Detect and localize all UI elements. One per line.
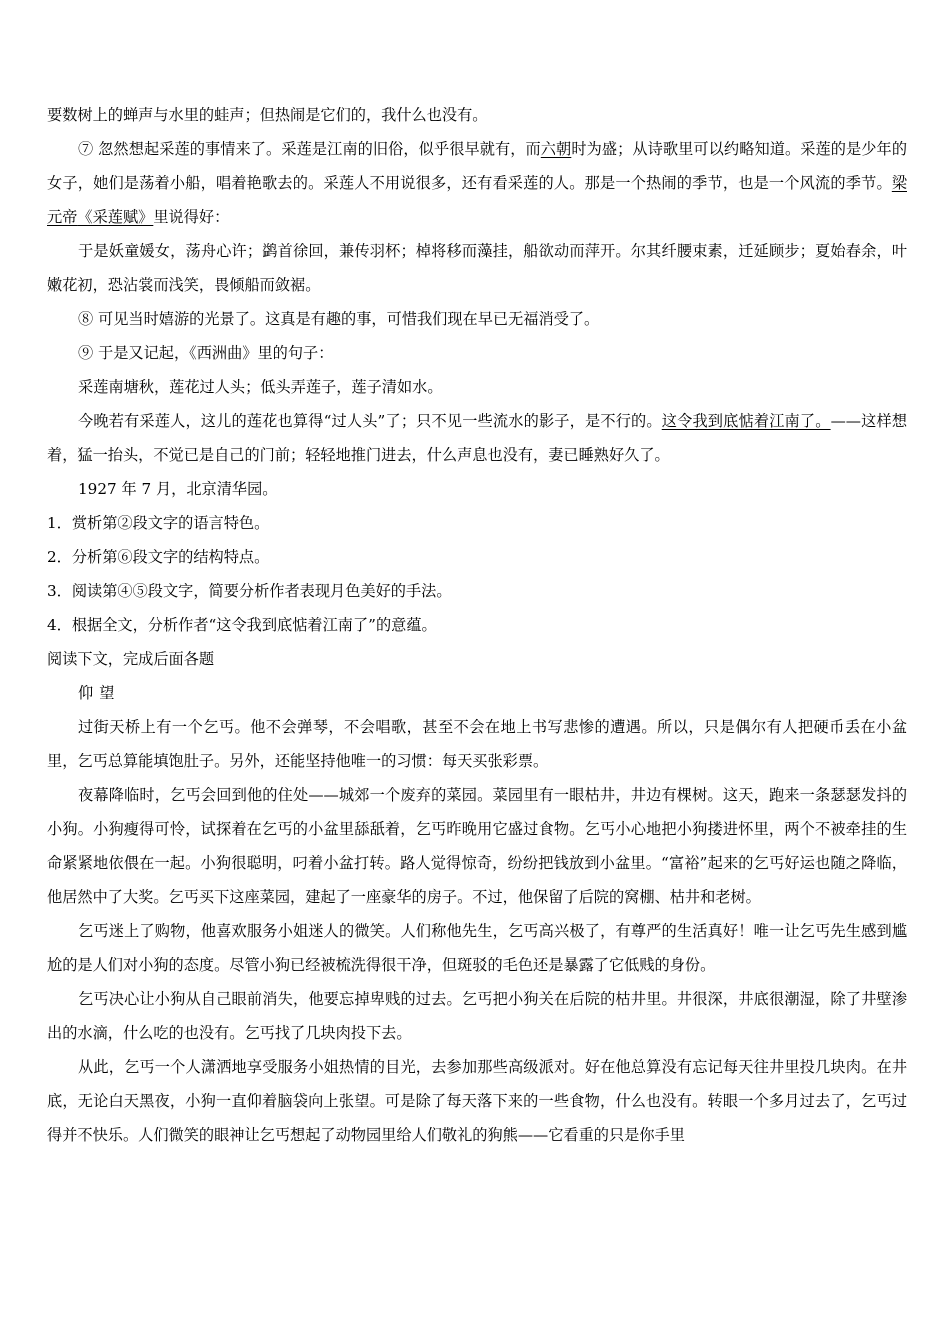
p7-underline-liuchao: 六朝 [540, 140, 572, 158]
paragraph-8: ⑧ 可见当时嬉游的光景了。这真是有趣的事，可惜我们现在早已无福消受了。 [78, 310, 600, 328]
quoted-poem-cailianfu: 于是妖童媛女，荡舟心许；鹢首徐回，兼传羽杯；棹将移而藻挂，船欲动而萍开。尔其纤腰束素，迁延顾步；夏始春余，叶嫩花初，恐沾裳而浅笑，畏倾船而敛裾。 [47, 242, 907, 294]
quoted-poem-xizhouqu: 采莲南塘秋，莲花过人头；低头弄莲子，莲子清如水。 [78, 378, 443, 396]
p7-text-c: 里说得好： [153, 208, 230, 226]
p10-text-b: ——这样想着，猛一抬头，不觉已是自己的门前；轻轻地推门进去，什么声息也没有，妻已睡熟好久了。 [47, 412, 908, 464]
story-paragraph: 乞丐迷上了购物，他喜欢服务小姐迷人的微笑。人们称他先生，乞丐高兴极了，有尊严的生活真好！唯一让乞丐先生感到尴尬的是人们对小狗的态度。尽管小狗已经被梳洗得很干净，但斑驳的毛色还是暴露了它低贱的身份。 [47, 922, 907, 974]
question-1: 1．赏析第②段文字的语言特色。 [47, 514, 270, 532]
question-2: 2．分析第⑥段文字的结构特点。 [47, 548, 270, 566]
story-paragraph: 夜幕降临时，乞丐会回到他的住处——城郊一个废弃的菜园。菜园里有一眼枯井，井边有棵树。这天，跑来一条瑟瑟发抖的小狗。小狗瘦得可怜，试探着在乞丐的小盆里舔舐着，乞丐昨晚用它盛过食物。乞丐小心地把小狗搂进怀里，两个不被牵挂的生命紧紧地依偎在一起。小狗很聪明，叼着小盆打转。路人觉得惊奇，纷纷把钱放到小盆里。“富裕”起来的乞丐好运也随之降临，他居然中了大奖。乞丐买下这座菜园，建起了一座豪华的房子。不过，他保留了后院的窝棚、枯井和老树。 [47, 786, 907, 906]
story-paragraph: 乞丐决心让小狗从自己眼前消失，他要忘掉卑贱的过去。乞丐把小狗关在后院的枯井里。井很深，井底很潮湿，除了井壁渗出的水滴，什么吃的也没有。乞丐找了几块肉投下去。 [47, 990, 907, 1042]
p7-underline-cailianfu: 《采莲赋》 [77, 208, 154, 226]
reading-instruction: 阅读下文，完成后面各题 [47, 650, 215, 668]
paragraph-7 [47, 132, 907, 234]
story-title: 仰望 [78, 684, 121, 702]
p10-underline-jiangnan: 这令我到底惦着江南了。 [661, 412, 831, 430]
story-paragraph: 从此，乞丐一个人潇洒地享受服务小姐热情的目光，去参加那些高级派对。好在他总算没有忘记每天往井里投几块肉。在井底，无论白天黑夜，小狗一直仰着脑袋向上张望。可是除了每天落下来的一些食物，什么也没有。转眼一个多月过去了，乞丐过得并不快乐。人们微笑的眼神让乞丐想起了动物园里给人们敬礼的狗熊——它看重的只是你手里 [47, 1058, 907, 1144]
story-paragraph: 过街天桥上有一个乞丐。他不会弹琴，不会唱歌，甚至不会在地上书写悲惨的遭遇。所以，只是偶尔有人把硬币丢在小盆里，乞丐总算能填饱肚子。另外，还能坚持他唯一的习惯：每天买张彩票。 [47, 718, 907, 770]
p10-text-a: 今晚若有采莲人，这儿的莲花也算得“过人头”了；只不见一些流水的影子，是不行的。 [78, 412, 662, 430]
question-4: 4．根据全文，分析作者“这令我到底惦着江南了”的意蕴。 [47, 616, 437, 634]
p7-text-b: 时为盛；从诗歌里可以约略知道。采莲的是少年的女子，她们是荡着小船，唱着艳歌去的。采莲人不用说很多，还有看采莲的人。那是一个热闹的季节，也是一个风流的季节。 [47, 140, 908, 192]
p7-underline-liangyuandi: 梁元帝 [47, 174, 907, 226]
paragraph-9: ⑨ 于是又记起，《西洲曲》里的句子： [78, 344, 334, 362]
date-line: 1927 年 7 月，北京清华园。 [78, 480, 278, 498]
p7-text-a: ⑦ 忽然想起采莲的事情来了。采莲是江南的旧俗，似乎很早就有，而 [78, 140, 541, 158]
document-page [47, 98, 907, 1152]
paragraph-10 [47, 404, 907, 472]
paragraph-continuation: 要数树上的蝉声与水里的蛙声；但热闹是它们的，我什么也没有。 [47, 106, 488, 124]
question-3: 3．阅读第④⑤段文字，简要分析作者表现月色美好的手法。 [47, 582, 452, 600]
